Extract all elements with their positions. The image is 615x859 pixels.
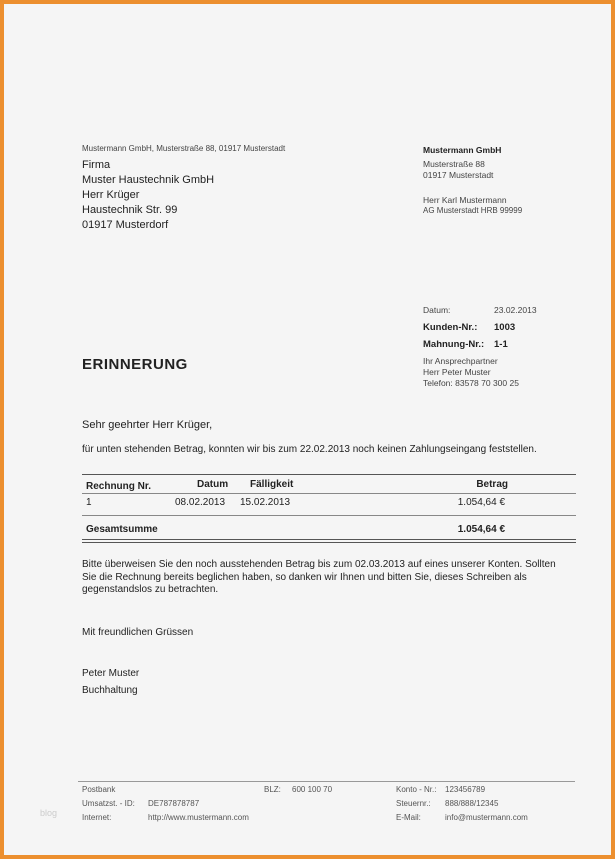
signer-name: Peter Muster — [82, 668, 140, 679]
date-label: Datum: — [423, 305, 451, 315]
cell-invoice: 1 — [86, 497, 92, 508]
company-street: Musterstraße 88 — [423, 159, 485, 169]
col-header-invoice: Rechnung Nr. — [86, 481, 152, 492]
footer-konto: 123456789 — [445, 785, 486, 794]
total-value: 1.054,64 € — [457, 524, 505, 535]
footer-tax: 888/888/12345 — [445, 799, 499, 808]
customer-label: Kunden-Nr.: — [423, 322, 478, 333]
footer-mail[interactable]: info@mustermann.com — [445, 813, 528, 822]
dunning-value: 1-1 — [494, 339, 508, 350]
company-register: AG Musterstadt HRB 99999 — [423, 206, 523, 215]
contact-label: Ihr Ansprechpartner — [423, 356, 498, 366]
body-text: Bitte überweisen Sie den noch ausstehenden Betrag bis zum 02.03.2013 auf eines unserer Konten. Sollten Sie die Rechnung bereits beglichen haben, so danken wir Ihnen und bitten Sie, dieses Schreiben als gegenstandslos zu betrachten. — [82, 559, 556, 595]
contact-name: Herr Peter Muster — [423, 367, 491, 377]
company-name: Mustermann GmbH — [423, 145, 502, 155]
sender-line: Mustermann GmbH, Musterstraße 88, 01917 Musterstadt — [82, 144, 286, 153]
watermark: blog — [40, 808, 58, 818]
contact-phone: Telefon: 83578 70 300 25 — [423, 378, 519, 388]
footer-vat-label: Umsatzst. - ID: — [82, 799, 135, 808]
col-header-due: Fälligkeit — [250, 479, 294, 490]
col-header-date: Datum — [197, 479, 229, 490]
recipient-line: Haustechnik Str. 99 — [82, 204, 178, 216]
total-label: Gesamtsumme — [86, 524, 158, 535]
footer-mail-label: E-Mail: — [396, 813, 421, 822]
department: Buchhaltung — [82, 685, 138, 696]
salutation: Sehr geehrter Herr Krüger, — [82, 419, 213, 431]
recipient-line: Herr Krüger — [82, 189, 140, 201]
footer-bank: Postbank — [82, 785, 116, 794]
footer-web-label: Internet: — [82, 813, 112, 822]
company-address — [423, 159, 493, 181]
footer-web[interactable]: http://www.mustermann.com — [148, 813, 249, 822]
footer-konto-label: Konto - Nr.: — [396, 785, 437, 794]
footer-tax-label: Steuernr.: — [396, 799, 431, 808]
footer-blz-label: BLZ: — [264, 785, 281, 794]
cell-date: 08.02.2013 — [175, 497, 226, 508]
footer-blz: 600 100 70 — [292, 785, 333, 794]
document-title: ERINNERUNG — [82, 356, 188, 373]
col-header-amount: Betrag — [476, 479, 508, 490]
company-ceo: Herr Karl Mustermann — [423, 195, 507, 205]
company-city: 01917 Musterstadt — [423, 170, 494, 180]
dunning-label: Mahnung-Nr.: — [423, 339, 485, 350]
customer-value: 1003 — [494, 322, 516, 333]
recipient-address — [82, 158, 214, 233]
intro-text: für unten stehenden Betrag, konnten wir bis zum 22.02.2013 noch keinen Zahlungseingang feststellen. — [82, 444, 537, 455]
date-value: 23.02.2013 — [494, 305, 537, 315]
footer-vat: DE787878787 — [148, 799, 200, 808]
cell-due: 15.02.2013 — [240, 497, 291, 508]
contact-block — [423, 356, 519, 389]
closing: Mit freundlichen Grüssen — [82, 627, 194, 638]
recipient-line: 01917 Musterdorf — [82, 219, 169, 231]
cell-amount: 1.054,64 € — [457, 497, 505, 508]
recipient-line: Muster Haustechnik GmbH — [82, 174, 215, 186]
recipient-line: Firma — [82, 159, 111, 171]
